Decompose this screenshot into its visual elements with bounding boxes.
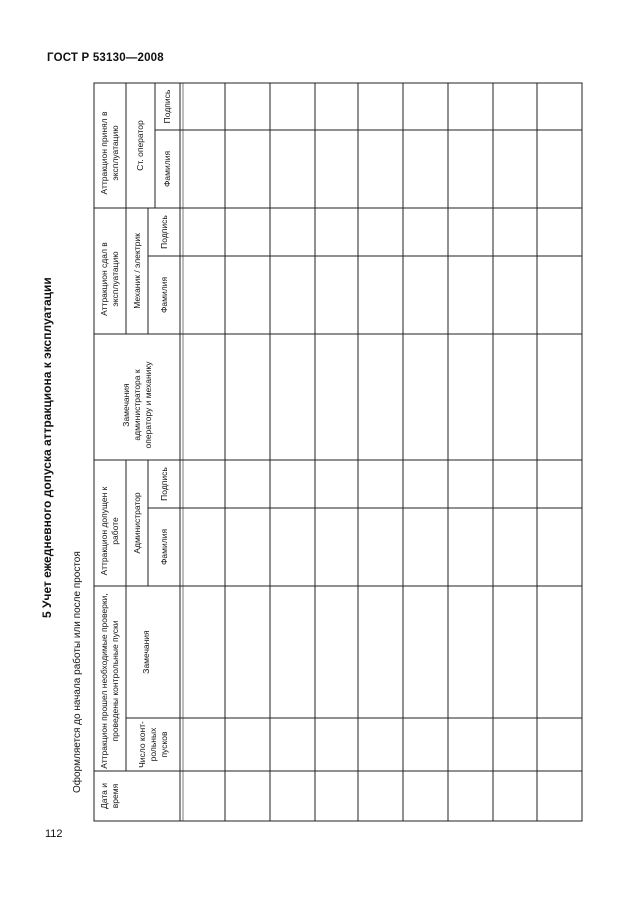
col-signature-admin: Подпись [158,467,169,501]
section-subtitle: Оформляется до начала работы или после простоя [72,551,83,793]
group-accepted-header: Аттракцион принял в эксплуатацию [99,111,120,195]
group-handed-header: Аттракцион сдал в эксплуатацию [99,242,120,316]
role-mechanic: Механик / электрик [131,233,142,309]
col-checks-remarks: Замечания [140,630,151,674]
page-number: 112 [45,828,63,840]
col-surname-operator: Фамилия [162,150,172,188]
role-admin: Администратор [131,492,142,554]
group-allowed-header: Аттракцион допущен к работе [99,486,120,576]
col-admin-remarks: Замечания администратора к оператору и механику [120,361,153,449]
col-signature-operator: Подпись [162,89,172,124]
section-title: 5 Учет ежедневного допуска аттракциона к эксплуатации [40,277,54,618]
col-surname-admin: Фамилия [158,528,169,566]
group-checks-header: Аттракцион прошел необходимые проверки, проведены контрольные пуски [99,593,120,769]
col-launch-count: Число конт-рольных пусков [136,721,169,768]
col-signature-mechanic: Подпись [158,215,169,249]
col-surname-mechanic: Фамилия [158,276,169,314]
document-code: ГОСТ Р 53130—2008 [47,52,164,64]
role-operator: Ст. оператор [135,120,145,171]
col-date-time: Дата и время [99,783,120,809]
